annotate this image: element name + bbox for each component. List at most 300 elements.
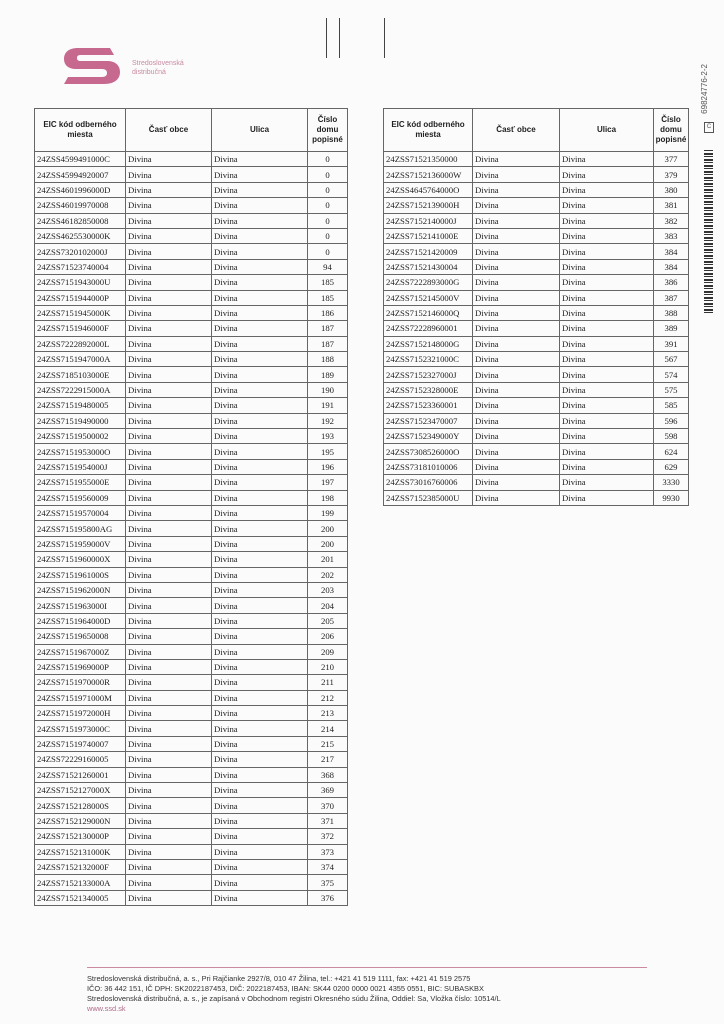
street-cell: Divina xyxy=(560,182,654,197)
table-row xyxy=(35,629,348,644)
table-row xyxy=(35,475,348,490)
street-cell: Divina xyxy=(212,336,308,351)
table-row xyxy=(35,290,348,305)
part-cell: Divina xyxy=(126,321,212,336)
eic-cell: 24ZSS7151967000Z xyxy=(35,644,126,659)
part-cell: Divina xyxy=(126,167,212,182)
eic-cell: 24ZSS71521340005 xyxy=(35,890,126,905)
table-row xyxy=(384,198,689,213)
number-cell: 195 xyxy=(308,444,348,459)
table-row xyxy=(35,429,348,444)
part-cell: Divina xyxy=(126,244,212,259)
mark-line xyxy=(326,18,327,58)
table-row xyxy=(35,659,348,674)
eic-cell: 24ZSS7152127000X xyxy=(35,783,126,798)
table-row xyxy=(384,429,689,444)
part-cell: Divina xyxy=(126,582,212,597)
part-cell: Divina xyxy=(126,352,212,367)
number-cell: 0 xyxy=(308,167,348,182)
number-cell: 391 xyxy=(654,336,689,351)
part-cell: Divina xyxy=(126,706,212,721)
table-row xyxy=(35,521,348,536)
right-table xyxy=(383,108,689,506)
number-cell: 384 xyxy=(654,259,689,274)
eic-cell: 24ZSS71521350000 xyxy=(384,152,473,167)
header-eic: EIC kód odberného miesta xyxy=(35,109,126,152)
table-row xyxy=(384,213,689,228)
eic-cell: 24ZSS7152130000P xyxy=(35,829,126,844)
street-cell: Divina xyxy=(212,459,308,474)
company-name-line2: distribučná xyxy=(132,69,166,76)
part-cell: Divina xyxy=(473,475,560,490)
number-cell: 200 xyxy=(308,536,348,551)
part-cell: Divina xyxy=(473,152,560,167)
number-cell: 212 xyxy=(308,690,348,705)
eic-cell: 24ZSS7152328000E xyxy=(384,382,473,397)
street-cell: Divina xyxy=(560,167,654,182)
table-row xyxy=(35,798,348,813)
number-cell: 215 xyxy=(308,736,348,751)
footer-ids: IČO: 36 442 151, IČ DPH: SK2022187453, DIČ: 2022187453, IBAN: SK44 0200 0000 0021 4355 0551, BIC: SUBASKBX xyxy=(87,984,484,993)
table-row xyxy=(384,475,689,490)
table-row xyxy=(35,352,348,367)
table-row xyxy=(384,182,689,197)
part-cell: Divina xyxy=(126,552,212,567)
part-cell: Divina xyxy=(126,459,212,474)
left-table-body xyxy=(35,152,348,906)
eic-cell: 24ZSS71519650008 xyxy=(35,629,126,644)
eic-cell: 24ZSS71519570004 xyxy=(35,505,126,520)
eic-cell: 24ZSS73016760006 xyxy=(384,475,473,490)
street-cell: Divina xyxy=(212,890,308,905)
part-cell: Divina xyxy=(126,490,212,505)
part-cell: Divina xyxy=(126,367,212,382)
part-cell: Divina xyxy=(126,644,212,659)
table-row xyxy=(35,336,348,351)
footer-registry: Stredoslovenská distribučná, a. s., je zapísaná v Obchodnom registri Okresného súdu Žilina, Oddiel: Sa, Vložka číslo: 10514/L xyxy=(87,994,501,1003)
table-row xyxy=(35,552,348,567)
number-cell: 217 xyxy=(308,752,348,767)
part-cell: Divina xyxy=(126,398,212,413)
street-cell: Divina xyxy=(560,275,654,290)
number-cell: 3330 xyxy=(654,475,689,490)
street-cell: Divina xyxy=(212,644,308,659)
number-cell: 203 xyxy=(308,582,348,597)
part-cell: Divina xyxy=(126,382,212,397)
part-cell: Divina xyxy=(126,429,212,444)
eic-cell: 24ZSS71519740007 xyxy=(35,736,126,751)
number-cell: 374 xyxy=(308,859,348,874)
number-cell: 187 xyxy=(308,321,348,336)
street-cell: Divina xyxy=(212,613,308,628)
number-cell: 384 xyxy=(654,244,689,259)
eic-cell: 24ZSS7151959000V xyxy=(35,536,126,551)
part-cell: Divina xyxy=(126,444,212,459)
table-row xyxy=(35,706,348,721)
street-cell: Divina xyxy=(212,859,308,874)
number-cell: 368 xyxy=(308,767,348,782)
part-cell: Divina xyxy=(473,490,560,505)
eic-cell: 24ZSS7222893000G xyxy=(384,275,473,290)
number-cell: 209 xyxy=(308,644,348,659)
table-row xyxy=(384,228,689,243)
number-cell: 379 xyxy=(654,167,689,182)
eic-cell: 24ZSS7308526000O xyxy=(384,444,473,459)
street-cell: Divina xyxy=(212,305,308,320)
eic-cell: 24ZSS7151960000X xyxy=(35,552,126,567)
street-cell: Divina xyxy=(212,213,308,228)
number-cell: 191 xyxy=(308,398,348,413)
number-cell: 214 xyxy=(308,721,348,736)
eic-cell: 24ZSS7151947000A xyxy=(35,352,126,367)
number-cell: 189 xyxy=(308,367,348,382)
street-cell: Divina xyxy=(560,228,654,243)
eic-cell: 24ZSS7151944000P xyxy=(35,290,126,305)
table-row xyxy=(35,367,348,382)
table-row xyxy=(384,413,689,428)
part-cell: Divina xyxy=(126,228,212,243)
number-cell: 211 xyxy=(308,675,348,690)
table-row xyxy=(35,459,348,474)
table-row xyxy=(384,152,689,167)
table-row xyxy=(384,275,689,290)
table-row xyxy=(35,228,348,243)
part-cell: Divina xyxy=(126,567,212,582)
mark-line xyxy=(339,18,340,58)
eic-cell: 24ZSS71519560009 xyxy=(35,490,126,505)
number-cell: 376 xyxy=(308,890,348,905)
part-cell: Divina xyxy=(126,336,212,351)
number-cell: 383 xyxy=(654,228,689,243)
number-cell: 213 xyxy=(308,706,348,721)
eic-cell: 24ZSS7152385000U xyxy=(384,490,473,505)
side-mark: C xyxy=(704,122,714,133)
side-barcode xyxy=(704,150,713,315)
part-cell: Divina xyxy=(473,305,560,320)
eic-cell: 24ZSS7151946000F xyxy=(35,321,126,336)
number-cell: 567 xyxy=(654,352,689,367)
table-row xyxy=(35,783,348,798)
eic-cell: 24ZSS7151973000C xyxy=(35,721,126,736)
table-row xyxy=(35,721,348,736)
number-cell: 382 xyxy=(654,213,689,228)
eic-cell: 24ZSS7152128000S xyxy=(35,798,126,813)
eic-cell: 24ZSS7151953000O xyxy=(35,444,126,459)
street-cell: Divina xyxy=(212,521,308,536)
number-cell: 596 xyxy=(654,413,689,428)
table-row xyxy=(384,167,689,182)
left-table xyxy=(34,108,348,906)
number-cell: 196 xyxy=(308,459,348,474)
part-cell: Divina xyxy=(473,213,560,228)
number-cell: 186 xyxy=(308,305,348,320)
eic-cell: 24ZSS71519500002 xyxy=(35,429,126,444)
street-cell: Divina xyxy=(212,659,308,674)
table-row xyxy=(35,413,348,428)
part-cell: Divina xyxy=(473,198,560,213)
table-row xyxy=(35,859,348,874)
eic-cell: 24ZSS7151971000M xyxy=(35,690,126,705)
table-row xyxy=(35,736,348,751)
number-cell: 0 xyxy=(308,228,348,243)
number-cell: 187 xyxy=(308,336,348,351)
logo-s-shape xyxy=(64,48,120,84)
eic-cell: 24ZSS715195800AG xyxy=(35,521,126,536)
table-row xyxy=(35,167,348,182)
street-cell: Divina xyxy=(212,844,308,859)
number-cell: 205 xyxy=(308,613,348,628)
right-table-body xyxy=(384,152,689,506)
eic-cell: 24ZSS7152146000Q xyxy=(384,305,473,320)
part-cell: Divina xyxy=(126,736,212,751)
street-cell: Divina xyxy=(560,429,654,444)
number-cell: 372 xyxy=(308,829,348,844)
table-row xyxy=(35,690,348,705)
part-cell: Divina xyxy=(126,152,212,167)
table-row xyxy=(35,813,348,828)
part-cell: Divina xyxy=(126,890,212,905)
street-cell: Divina xyxy=(212,321,308,336)
table-row xyxy=(35,152,348,167)
part-cell: Divina xyxy=(126,690,212,705)
part-cell: Divina xyxy=(126,813,212,828)
table-row xyxy=(384,490,689,505)
eic-cell: 24ZSS71521420009 xyxy=(384,244,473,259)
eic-cell: 24ZSS71519490000 xyxy=(35,413,126,428)
footer-website[interactable]: www.ssd.sk xyxy=(87,1004,126,1013)
table-row xyxy=(384,398,689,413)
eic-cell: 24ZSS4599491000C xyxy=(35,152,126,167)
table-row xyxy=(384,290,689,305)
header-row xyxy=(384,109,689,152)
number-cell: 585 xyxy=(654,398,689,413)
street-cell: Divina xyxy=(212,228,308,243)
street-cell: Divina xyxy=(560,367,654,382)
number-cell: 387 xyxy=(654,290,689,305)
part-cell: Divina xyxy=(126,275,212,290)
part-cell: Divina xyxy=(473,429,560,444)
table-row xyxy=(35,321,348,336)
street-cell: Divina xyxy=(212,875,308,890)
header-eic: EIC kód odberného miesta xyxy=(384,109,473,152)
table-row xyxy=(384,336,689,351)
part-cell: Divina xyxy=(126,198,212,213)
eic-cell: 24ZSS7152321000C xyxy=(384,352,473,367)
part-cell: Divina xyxy=(473,182,560,197)
table-row xyxy=(384,367,689,382)
number-cell: 574 xyxy=(654,367,689,382)
table-row xyxy=(35,305,348,320)
eic-cell: 24ZSS7152132000F xyxy=(35,859,126,874)
table-row xyxy=(35,198,348,213)
table-row xyxy=(384,382,689,397)
company-name xyxy=(132,59,184,77)
street-cell: Divina xyxy=(212,798,308,813)
eic-cell: 24ZSS7152129000N xyxy=(35,813,126,828)
table-row xyxy=(35,398,348,413)
table-row xyxy=(35,675,348,690)
part-cell: Divina xyxy=(126,290,212,305)
part-cell: Divina xyxy=(473,321,560,336)
eic-cell: 24ZSS72229160005 xyxy=(35,752,126,767)
eic-cell: 24ZSS4601996000D xyxy=(35,182,126,197)
street-cell: Divina xyxy=(212,490,308,505)
street-cell: Divina xyxy=(560,198,654,213)
eic-cell: 24ZSS7152131000K xyxy=(35,844,126,859)
street-cell: Divina xyxy=(560,336,654,351)
number-cell: 198 xyxy=(308,490,348,505)
street-cell: Divina xyxy=(212,829,308,844)
table-row xyxy=(35,829,348,844)
table-row xyxy=(35,259,348,274)
number-cell: 9930 xyxy=(654,490,689,505)
street-cell: Divina xyxy=(560,352,654,367)
number-cell: 192 xyxy=(308,413,348,428)
street-cell: Divina xyxy=(212,152,308,167)
part-cell: Divina xyxy=(126,767,212,782)
document-id: 69824776-2-2 xyxy=(700,64,709,114)
street-cell: Divina xyxy=(560,305,654,320)
mark-line xyxy=(384,18,385,58)
street-cell: Divina xyxy=(212,675,308,690)
eic-cell: 24ZSS7152139000H xyxy=(384,198,473,213)
street-cell: Divina xyxy=(560,398,654,413)
street-cell: Divina xyxy=(560,152,654,167)
number-cell: 206 xyxy=(308,629,348,644)
eic-cell: 24ZSS7185103000E xyxy=(35,367,126,382)
number-cell: 190 xyxy=(308,382,348,397)
street-cell: Divina xyxy=(560,444,654,459)
number-cell: 0 xyxy=(308,198,348,213)
street-cell: Divina xyxy=(212,552,308,567)
number-cell: 201 xyxy=(308,552,348,567)
table-row xyxy=(384,259,689,274)
table-row xyxy=(384,305,689,320)
eic-cell: 24ZSS7151972000H xyxy=(35,706,126,721)
eic-cell: 24ZSS7151962000N xyxy=(35,582,126,597)
table-row xyxy=(35,767,348,782)
street-cell: Divina xyxy=(212,752,308,767)
eic-cell: 24ZSS7151964000D xyxy=(35,613,126,628)
eic-cell: 24ZSS7152141000E xyxy=(384,228,473,243)
part-cell: Divina xyxy=(473,290,560,305)
street-cell: Divina xyxy=(212,505,308,520)
street-cell: Divina xyxy=(560,382,654,397)
table-row xyxy=(35,275,348,290)
table-row xyxy=(35,844,348,859)
company-logo xyxy=(60,44,124,88)
part-cell: Divina xyxy=(473,352,560,367)
street-cell: Divina xyxy=(212,290,308,305)
part-cell: Divina xyxy=(126,505,212,520)
number-cell: 380 xyxy=(654,182,689,197)
table-row xyxy=(35,182,348,197)
number-cell: 94 xyxy=(308,259,348,274)
table-row xyxy=(384,244,689,259)
part-cell: Divina xyxy=(126,659,212,674)
table-row xyxy=(35,567,348,582)
part-cell: Divina xyxy=(126,182,212,197)
eic-cell: 24ZSS7152140000J xyxy=(384,213,473,228)
number-cell: 0 xyxy=(308,213,348,228)
table-row xyxy=(35,613,348,628)
eic-cell: 24ZSS7152133000A xyxy=(35,875,126,890)
eic-cell: 24ZSS7320102000J xyxy=(35,244,126,259)
part-cell: Divina xyxy=(473,382,560,397)
street-cell: Divina xyxy=(212,182,308,197)
street-cell: Divina xyxy=(212,398,308,413)
eic-cell: 24ZSS7151954000J xyxy=(35,459,126,474)
street-cell: Divina xyxy=(212,413,308,428)
eic-cell: 24ZSS45994920007 xyxy=(35,167,126,182)
part-cell: Divina xyxy=(126,783,212,798)
part-cell: Divina xyxy=(126,475,212,490)
number-cell: 369 xyxy=(308,783,348,798)
table-row xyxy=(35,444,348,459)
street-cell: Divina xyxy=(212,582,308,597)
eic-cell: 24ZSS71523360001 xyxy=(384,398,473,413)
street-cell: Divina xyxy=(212,706,308,721)
eic-cell: 24ZSS7151970000R xyxy=(35,675,126,690)
table-row xyxy=(35,213,348,228)
street-cell: Divina xyxy=(212,783,308,798)
street-cell: Divina xyxy=(560,490,654,505)
part-cell: Divina xyxy=(126,675,212,690)
street-cell: Divina xyxy=(212,721,308,736)
table-row xyxy=(35,752,348,767)
eic-cell: 24ZSS7151943000U xyxy=(35,275,126,290)
number-cell: 185 xyxy=(308,275,348,290)
street-cell: Divina xyxy=(212,767,308,782)
part-cell: Divina xyxy=(126,829,212,844)
number-cell: 0 xyxy=(308,152,348,167)
part-cell: Divina xyxy=(126,721,212,736)
eic-cell: 24ZSS7151969000P xyxy=(35,659,126,674)
eic-cell: 24ZSS7151961000S xyxy=(35,567,126,582)
number-cell: 388 xyxy=(654,305,689,320)
number-cell: 389 xyxy=(654,321,689,336)
header-street: Ulica xyxy=(560,109,654,152)
eic-cell: 24ZSS71519480005 xyxy=(35,398,126,413)
eic-cell: 24ZSS7151963000I xyxy=(35,598,126,613)
eic-cell: 24ZSS71523470007 xyxy=(384,413,473,428)
table-row xyxy=(35,244,348,259)
street-cell: Divina xyxy=(212,444,308,459)
part-cell: Divina xyxy=(473,413,560,428)
street-cell: Divina xyxy=(212,536,308,551)
part-cell: Divina xyxy=(473,244,560,259)
number-cell: 188 xyxy=(308,352,348,367)
eic-cell: 24ZSS4645764000O xyxy=(384,182,473,197)
street-cell: Divina xyxy=(212,382,308,397)
number-cell: 193 xyxy=(308,429,348,444)
street-cell: Divina xyxy=(560,259,654,274)
street-cell: Divina xyxy=(212,813,308,828)
street-cell: Divina xyxy=(212,244,308,259)
part-cell: Divina xyxy=(473,444,560,459)
header-part: Časť obce xyxy=(126,109,212,152)
footer xyxy=(87,967,647,1014)
part-cell: Divina xyxy=(126,598,212,613)
eic-cell: 24ZSS72228960001 xyxy=(384,321,473,336)
number-cell: 598 xyxy=(654,429,689,444)
table-row xyxy=(384,459,689,474)
part-cell: Divina xyxy=(126,875,212,890)
part-cell: Divina xyxy=(126,536,212,551)
part-cell: Divina xyxy=(473,228,560,243)
street-cell: Divina xyxy=(212,352,308,367)
street-cell: Divina xyxy=(212,167,308,182)
